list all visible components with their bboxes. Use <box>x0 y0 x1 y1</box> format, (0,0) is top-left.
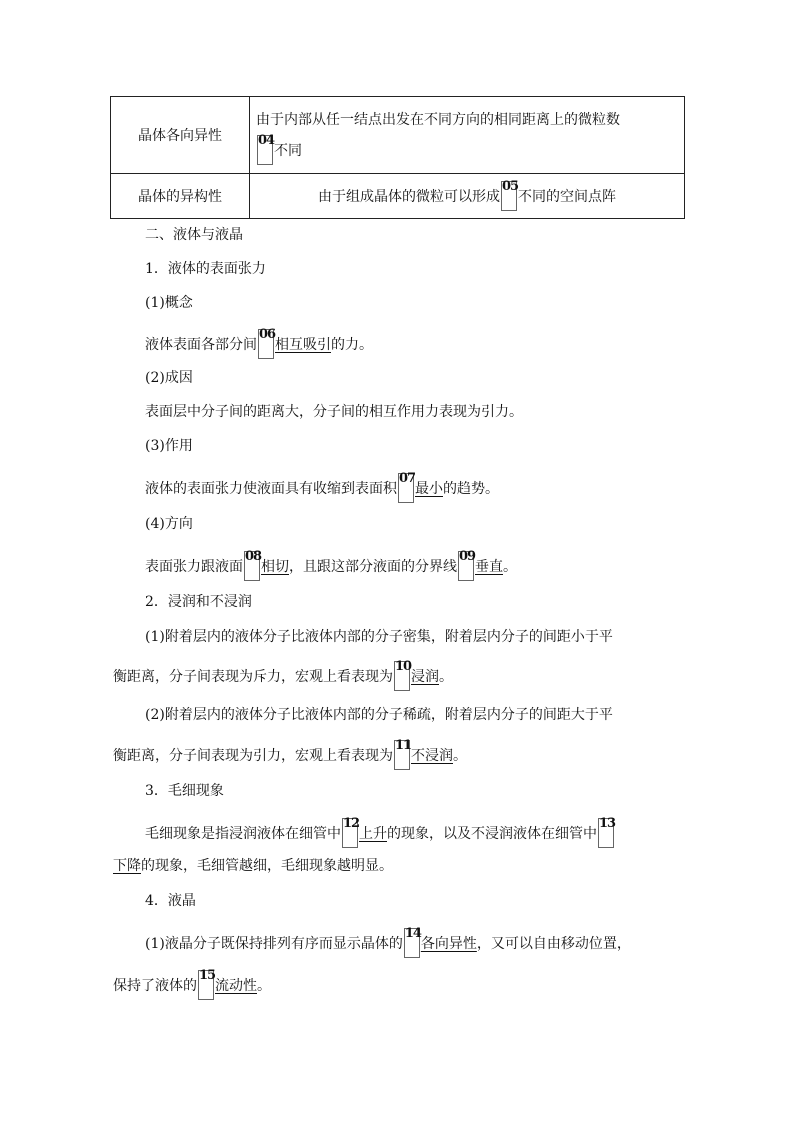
blank-number: 14 <box>404 926 421 941</box>
text: 的现象，以及不浸润液体在细管中 <box>387 826 597 842</box>
text: 。 <box>439 669 453 685</box>
text: 毛细现象是指浸润液体在细管中 <box>145 826 341 842</box>
blank-number: 11 <box>395 738 412 753</box>
blank-box <box>458 551 474 581</box>
text: 液体表面各部分间 <box>145 337 257 353</box>
answer-text: 相互吸引 <box>275 337 331 353</box>
paragraph <box>145 928 631 958</box>
text: 。 <box>503 559 517 575</box>
blank-number: 13 <box>599 816 616 831</box>
item-heading: (2)成因 <box>145 370 193 386</box>
answer-text: 下降 <box>113 858 141 874</box>
paragraph: (2)附着层内的液体分子比液体内部的分子稀疏，附着层内分子的间距大于平 <box>145 707 613 723</box>
answer-text: 不同 <box>274 142 302 159</box>
blank-box <box>598 818 614 848</box>
paragraph <box>113 970 271 1000</box>
blank-box <box>198 970 214 1000</box>
blank-number: 06 <box>259 327 276 342</box>
answer-text: 上升 <box>359 826 387 842</box>
blank-box <box>394 740 410 770</box>
paragraph: (1)附着层内的液体分子比液体内部的分子密集，附着层内分子的间距小于平 <box>145 629 613 645</box>
subsection-title: 3．毛细现象 <box>145 783 224 799</box>
answer-text: 不同的空间点阵 <box>518 189 616 205</box>
paragraph <box>145 818 615 848</box>
text: 表面张力跟液面 <box>145 559 243 575</box>
text: (1)液晶分子既保持排列有序而显示晶体的 <box>145 936 403 952</box>
blank-number: 07 <box>399 471 416 486</box>
answer-text: 各向异性 <box>420 936 477 952</box>
paragraph <box>145 473 499 503</box>
desc-text: 由于组成晶体的微粒可以形成 <box>318 189 500 205</box>
answer-text: 最小 <box>415 481 443 497</box>
answer-text: 流动性 <box>215 978 257 994</box>
blank-number: 10 <box>395 659 412 674</box>
table-term-cell: 晶体各向异性 <box>111 97 250 174</box>
answer-text: 浸润 <box>411 669 439 685</box>
text: 保持了液体的 <box>113 978 197 994</box>
desc-text: 由于内部从任一结点出发在不同方向的相同距离上的微粒数 <box>256 111 620 128</box>
crystal-properties-table <box>110 96 685 219</box>
blank-number: 09 <box>459 549 476 564</box>
paragraph <box>113 856 393 876</box>
blank-box <box>257 132 275 165</box>
subsection-title: 1．液体的表面张力 <box>145 261 266 277</box>
paragraph <box>113 740 467 770</box>
blank-box <box>258 329 274 359</box>
text: 的趋势。 <box>443 481 499 497</box>
table-row <box>111 97 685 174</box>
section-title: 二、液体与液晶 <box>145 227 243 243</box>
text: 。 <box>257 978 271 994</box>
table-desc-cell <box>250 97 685 174</box>
paragraph <box>145 329 373 359</box>
blank-box <box>501 181 517 211</box>
table-row <box>111 174 685 219</box>
text: 衡距离，分子间表现为斥力，宏观上看表现为 <box>113 669 393 685</box>
blank-number: 04 <box>258 132 275 148</box>
paragraph <box>145 551 517 581</box>
blank-box <box>398 473 414 503</box>
text: ，又可以自由移动位置， <box>476 936 631 952</box>
blank-number: 08 <box>245 549 262 564</box>
blank-box <box>394 661 410 691</box>
blank-number: 15 <box>199 968 216 983</box>
paragraph <box>113 661 453 691</box>
answer-text: 垂直 <box>475 559 503 575</box>
answer-text: 不浸润 <box>411 748 453 764</box>
text: 的力。 <box>331 337 373 353</box>
text: 的现象，毛细管越细，毛细现象越明显。 <box>141 858 393 874</box>
blank-number: 12 <box>343 816 360 831</box>
blank-box <box>404 928 420 958</box>
item-heading: (4)方向 <box>145 516 193 532</box>
paragraph: 表面层中分子间的距离大，分子间的相互作用力表现为引力。 <box>145 404 523 420</box>
item-heading: (1)概念 <box>145 295 193 311</box>
table-term-cell: 晶体的异构性 <box>111 174 250 219</box>
blank-box <box>342 818 358 848</box>
blank-box <box>244 551 260 581</box>
text: 衡距离，分子间表现为引力，宏观上看表现为 <box>113 748 393 764</box>
text: ，且跟这部分液面的分界线 <box>289 559 457 575</box>
item-heading: (3)作用 <box>145 438 193 454</box>
text: 。 <box>453 748 467 764</box>
subsection-title: 4．液晶 <box>145 893 196 909</box>
table-desc-cell <box>250 174 685 219</box>
subsection-title: 2．浸润和不浸润 <box>145 594 252 610</box>
text: 液体的表面张力使液面具有收缩到表面积 <box>145 481 397 497</box>
answer-text: 相切 <box>261 559 289 575</box>
blank-number: 05 <box>502 179 519 194</box>
